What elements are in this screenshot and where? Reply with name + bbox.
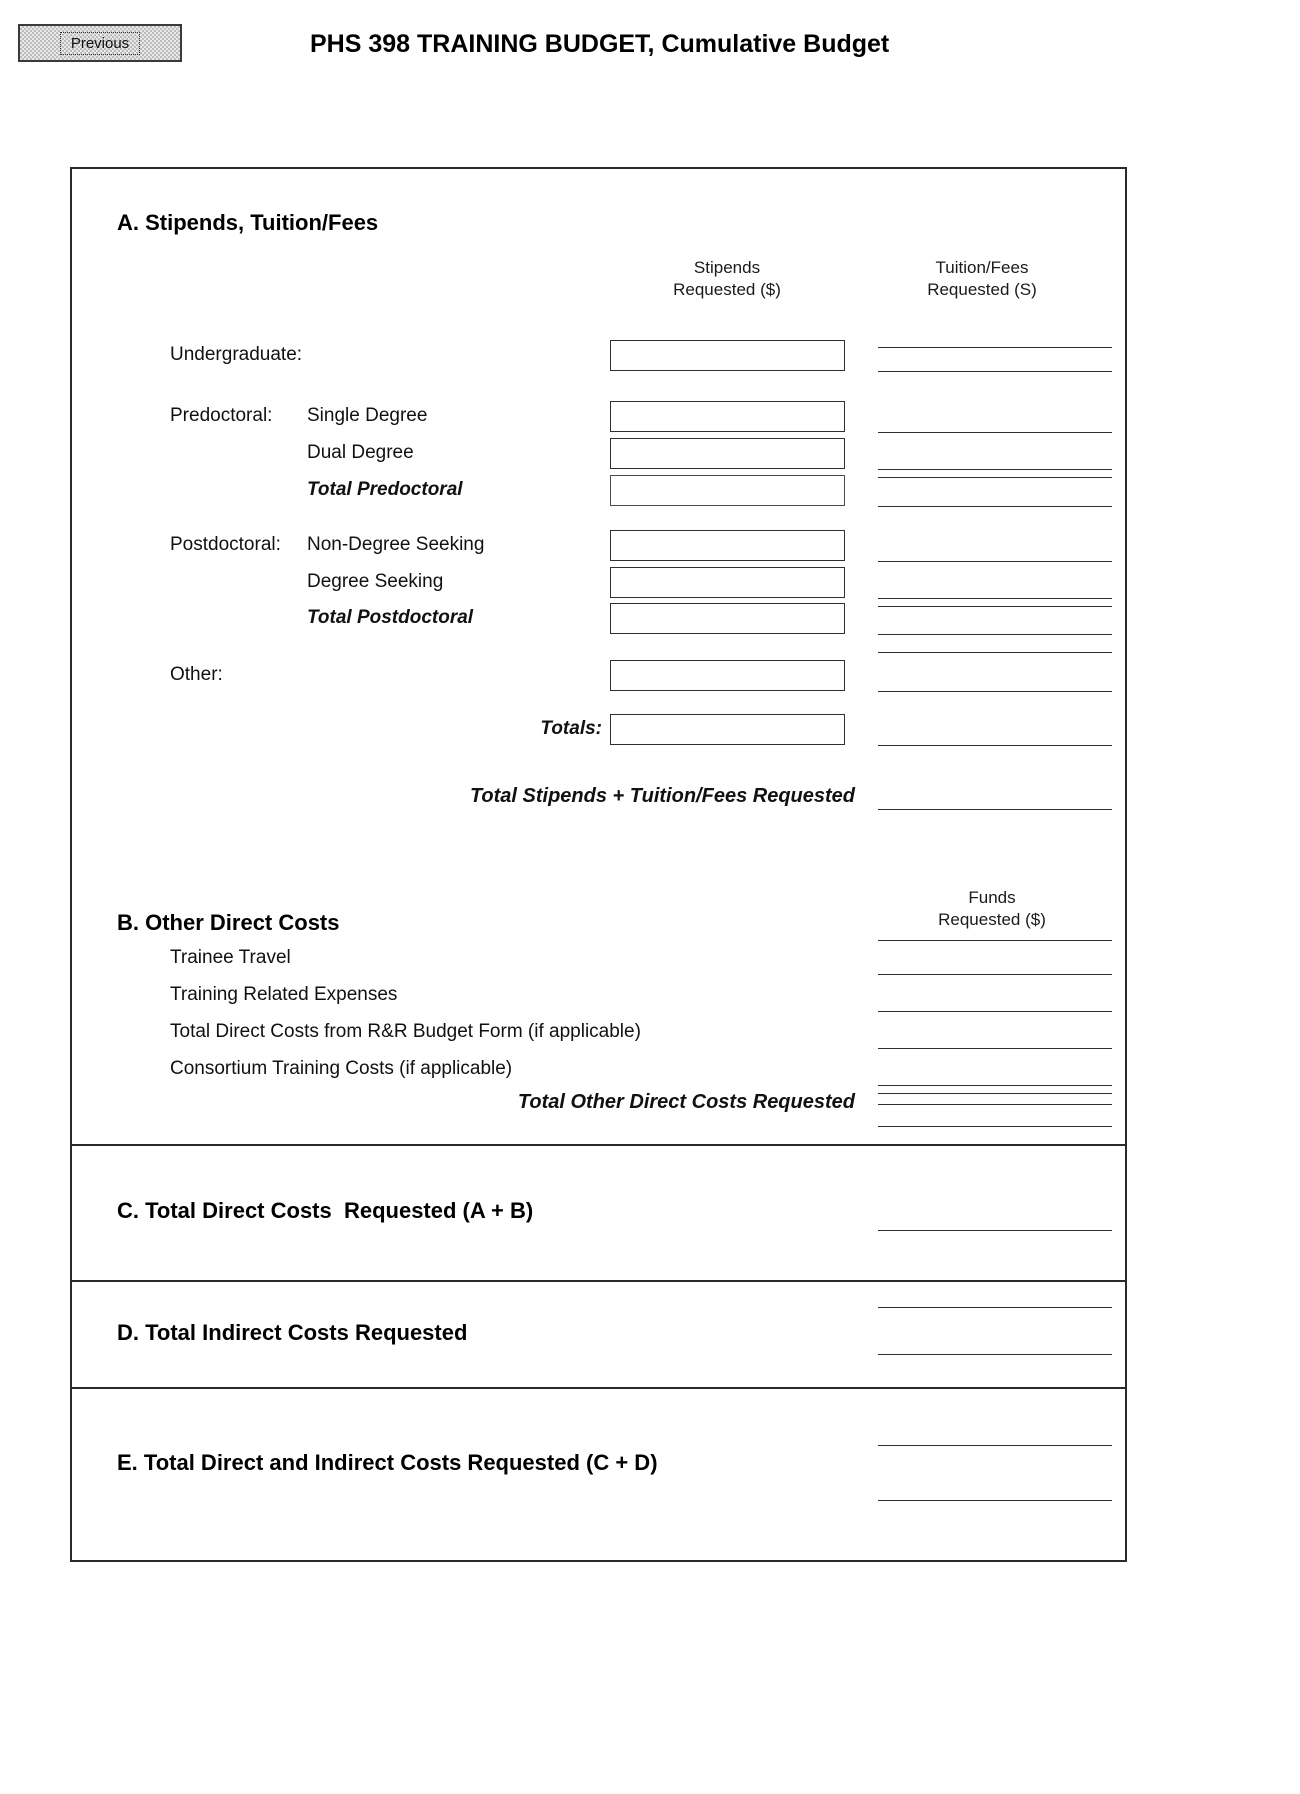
label-undergraduate: Undergraduate: bbox=[170, 344, 303, 365]
label-single-degree: Single Degree bbox=[307, 405, 428, 426]
label-trainee-travel: Trainee Travel bbox=[170, 947, 291, 968]
stipend-input-undergraduate[interactable] bbox=[610, 340, 845, 371]
stipend-input-total-predoctoral[interactable] bbox=[610, 475, 845, 506]
funds-line-consortium-training-costs bbox=[878, 1085, 1112, 1086]
divider-above-c bbox=[72, 1144, 1125, 1146]
divider-d-e bbox=[72, 1387, 1125, 1389]
stipend-input-total-postdoctoral[interactable] bbox=[610, 603, 845, 634]
section-c-heading: C. Total Direct Costs Requested (A + B) bbox=[117, 1198, 534, 1223]
stipend-input-single-degree[interactable] bbox=[610, 401, 845, 432]
tuition-line-single-degree bbox=[878, 432, 1112, 433]
label-consortium-training-costs: Consortium Training Costs (if applicable) bbox=[170, 1058, 513, 1079]
funds-column-header bbox=[902, 887, 1082, 931]
label-degree-seeking: Degree Seeking bbox=[307, 571, 444, 592]
label-predoctoral: Predoctoral: bbox=[170, 405, 273, 426]
tuition-line-other bbox=[878, 691, 1112, 692]
tuition-column-header-line2: Requested (S) bbox=[927, 280, 1037, 299]
label-dual-degree: Dual Degree bbox=[307, 442, 414, 463]
stipend-input-other[interactable] bbox=[610, 660, 845, 691]
section-d-heading: D. Total Indirect Costs Requested bbox=[117, 1320, 468, 1345]
e-amount-line-bottom bbox=[878, 1500, 1112, 1501]
total-other-direct-costs-label: Total Other Direct Costs Requested bbox=[517, 1091, 855, 1113]
funds-column-header-line2: Requested ($) bbox=[938, 910, 1046, 929]
tuition-line-total-postdoctoral-2 bbox=[878, 652, 1112, 653]
divider-c-d bbox=[72, 1280, 1125, 1282]
funds-line-training-related-expenses bbox=[878, 1011, 1112, 1012]
tuition-column-header-line1: Tuition/Fees bbox=[935, 258, 1029, 277]
form-box bbox=[70, 167, 1127, 1562]
grand-total-label: Total Stipends + Tuition/Fees Requested bbox=[469, 785, 855, 807]
previous-button[interactable] bbox=[18, 24, 182, 62]
funds-line-trainee-travel bbox=[878, 974, 1112, 975]
stipends-column-header-line1: Stipends bbox=[693, 258, 761, 277]
c-amount-line bbox=[878, 1230, 1112, 1231]
e-amount-line-top bbox=[878, 1445, 1112, 1446]
d-amount-line-bottom bbox=[878, 1354, 1112, 1355]
stipend-input-non-degree-seeking[interactable] bbox=[610, 530, 845, 561]
tuition-header-line bbox=[878, 347, 1112, 348]
total-other-direct-costs-line bbox=[878, 1104, 1112, 1105]
section-a-heading: A. Stipends, Tuition/Fees bbox=[117, 210, 379, 235]
stipends-column-header-line2: Requested ($) bbox=[673, 280, 781, 299]
label-total-predoctoral: Total Predoctoral bbox=[307, 479, 463, 500]
funds-line-consortium-training-costs-2 bbox=[878, 1093, 1112, 1094]
label-postdoctoral: Postdoctoral: bbox=[170, 534, 281, 555]
totals-stipend-input[interactable] bbox=[610, 714, 845, 745]
funds-header-line bbox=[878, 940, 1112, 941]
section-e-heading: E. Total Direct and Indirect Costs Requested (C + D) bbox=[117, 1450, 658, 1475]
tuition-line-total-predoctoral bbox=[878, 506, 1112, 507]
tuition-line-degree-seeking bbox=[878, 598, 1112, 599]
label-total-direct-costs-rr-budget: Total Direct Costs from R&R Budget Form (if applicable) bbox=[170, 1021, 641, 1042]
stipend-input-degree-seeking[interactable] bbox=[610, 567, 845, 598]
tuition-line-degree-seeking-2 bbox=[878, 606, 1112, 607]
tuition-column-header bbox=[892, 257, 1072, 301]
stipends-column-header bbox=[632, 257, 822, 301]
total-other-direct-costs-line-2 bbox=[878, 1126, 1112, 1127]
stipend-input-dual-degree[interactable] bbox=[610, 438, 845, 469]
label-other: Other: bbox=[170, 664, 223, 685]
page-title: PHS 398 TRAINING BUDGET, Cumulative Budget bbox=[310, 30, 890, 58]
tuition-line-dual-degree bbox=[878, 469, 1112, 470]
tuition-line-non-degree-seeking bbox=[878, 561, 1112, 562]
funds-line-total-direct-costs-rr-budget bbox=[878, 1048, 1112, 1049]
totals-tuition-line bbox=[878, 745, 1112, 746]
totals-label: Totals: bbox=[540, 718, 602, 739]
grand-total-line bbox=[878, 809, 1112, 810]
tuition-line-undergraduate bbox=[878, 371, 1112, 372]
section-b-heading: B. Other Direct Costs bbox=[117, 910, 340, 935]
label-total-postdoctoral: Total Postdoctoral bbox=[307, 607, 474, 628]
d-amount-line-top bbox=[878, 1307, 1112, 1308]
label-non-degree-seeking: Non-Degree Seeking bbox=[307, 534, 485, 555]
tuition-line-total-postdoctoral bbox=[878, 634, 1112, 635]
tuition-line-dual-degree-2 bbox=[878, 477, 1112, 478]
label-training-related-expenses: Training Related Expenses bbox=[170, 984, 398, 1005]
funds-column-header-line1: Funds bbox=[968, 888, 1016, 907]
previous-button-label: Previous bbox=[60, 32, 140, 55]
